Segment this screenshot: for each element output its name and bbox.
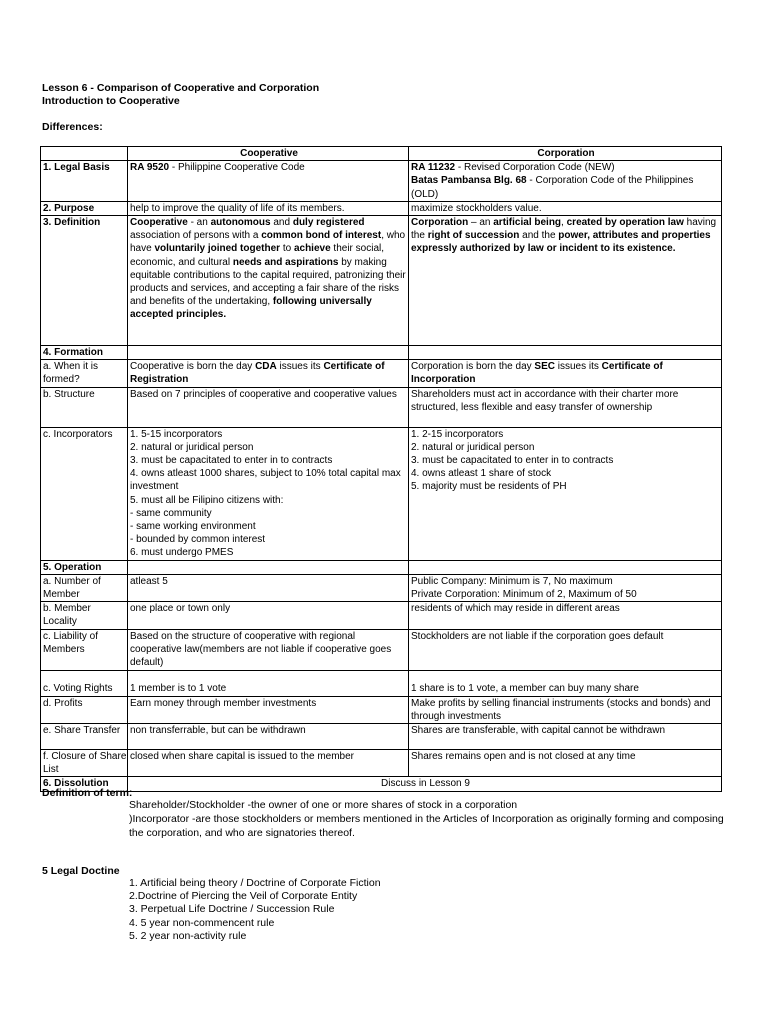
corp-cell: Shares are transferable, with capital cannot be withdrawn [409,724,722,750]
coop-cell: Earn money through member investments [128,696,409,723]
empty-cell [409,346,722,360]
corp-cell: maximize stockholders value. [409,201,722,215]
bold-text-run: SEC [534,361,555,373]
row-definition [41,216,722,346]
coop-cell [128,216,409,346]
list-item: 3. must be capacitated to enter in to contracts [411,455,614,467]
list-item: - same community [130,507,212,519]
comparison-table [40,146,722,792]
row-when-formed [41,360,722,387]
row-voting-rights [41,670,722,696]
incorporator-definition: )Incorporator -are those stockholders or members mentioned in the Articles of Incorporation as originally forming and composing the corporation, and who are signatories thereof. [129,813,724,839]
corp-law-code-old: Batas Pambansa Blg. 68 [411,175,527,187]
row-closure-share-list [41,750,722,777]
section-label: 6. Dissolution [41,777,128,791]
text-run: having the [411,217,717,242]
list-item: 4. 5 year non-commencent rule [129,916,275,929]
list-item: - bounded by common interest [130,534,266,546]
row-label: c. Liability of Members [41,629,128,670]
text-run: Cooperative is born the day [130,361,256,373]
row-purpose [41,201,722,215]
section-label: 5. Operation [41,560,128,574]
row-operation [41,560,722,574]
legal-doctrine-heading: 5 Legal Doctine [42,865,120,877]
row-label: b. Structure [41,387,128,427]
coop-cell [128,360,409,387]
row-label: d. Profits [41,696,128,723]
header-cooperative: Cooperative [128,147,409,161]
text-run: issues its [554,361,602,373]
bold-text-run: Cooperative [130,217,188,229]
text-run: , who have [130,230,406,255]
row-label: 2. Purpose [41,201,128,215]
coop-law-name: - Philippine Cooperative Code [169,162,305,174]
list-item: 1. 5-15 incorporators [130,428,223,440]
list-item: 5. must all be Filipino citizens with: [130,494,284,506]
lesson-subtitle: Introduction to Cooperative [42,95,180,107]
bold-text-run: autonomous [210,217,271,229]
row-structure [41,387,722,427]
bold-text-run: right of succession [427,230,520,242]
list-item: 5. majority must be residents of PH [411,481,567,493]
corp-cell [409,360,722,387]
header-blank-cell [41,147,128,161]
row-label: c. Voting Rights [41,670,128,696]
text-run: issues its [276,361,324,373]
list-item: 2. natural or juridical person [411,441,535,453]
text-run: , [561,217,567,229]
text-run: – an [468,217,494,229]
coop-cell: one place or town only [128,602,409,629]
section-label: 4. Formation [41,346,128,360]
text-run: Corporation is born the day [411,361,535,373]
differences-heading: Differences: [42,121,103,133]
text-run: association of persons with a [130,230,262,242]
row-label: a. When it is formed? [41,360,128,387]
row-profits [41,696,722,723]
empty-cell [128,346,409,360]
list-item: 1. Artificial being theory / Doctrine of Corporate Fiction [129,877,381,889]
bold-text-run: common bond of interest [261,230,382,242]
bold-text-run: artificial being [493,217,562,229]
public-company-rule: Public Company: Minimum is 7, No maximum [411,575,613,587]
header-corporation: Corporation [409,147,722,161]
corp-cell: 1 share is to 1 vote, a member can buy many share [409,670,722,696]
row-member-locality [41,602,722,629]
row-label: c. Incorporators [41,427,128,560]
list-item: 1. 2-15 incorporators [411,428,504,440]
legal-doctrine-list [129,877,381,943]
corp-cell [409,427,722,560]
text-run: and the [519,230,559,242]
row-label: b. Member Locality [41,602,128,629]
coop-law-code: RA 9520 [130,162,170,174]
coop-cell: Based on the structure of cooperative with regional cooperative law(members are not liable if cooperative goes default) [128,629,409,670]
coop-cell: atleast 5 [128,574,409,601]
bold-text-run: CDA [255,361,277,373]
row-label: 1. Legal Basis [41,161,128,202]
list-item: - same working environment [130,521,256,533]
bold-text-run: needs and aspirations [232,256,339,268]
list-item: 6. must undergo PMES [130,547,234,559]
bold-text-run: achieve [293,243,331,255]
coop-cell: Based on 7 principles of cooperative and cooperative values [128,387,409,427]
dissolution-cell: Discuss in Lesson 9 [128,777,722,791]
row-label: e. Share Transfer [41,724,128,750]
shareholder-definition: Shareholder/Stockholder -the owner of one or more shares of stock in a corporation [129,799,518,811]
row-number-of-member [41,574,722,601]
list-item: 3. must be capacitated to enter in to contracts [130,455,333,467]
list-item: 2.Doctrine of Piercing the Veil of Corporate Entity [129,890,358,903]
row-legal-basis [41,161,722,202]
text-run: to [280,243,294,255]
bold-text-run: duly registered [292,217,365,229]
bold-text-run: created by operation law [566,217,684,229]
bold-text-run: following universally accepted principles. [130,296,372,321]
empty-cell [409,560,722,574]
text-run: by making equitable contributions to the capital required, patronizing their products and services, and accepting a fair share of the risks and benefits of the undertaking, [130,256,406,308]
coop-cell: help to improve the quality of life of its members. [128,201,409,215]
definition-of-term-heading: Definition of term: [42,787,133,799]
list-item: 4. owns atleast 1 share of stock [411,468,552,480]
row-formation [41,346,722,360]
bold-text-run: Certificate of Incorporation [411,361,663,386]
coop-cell [128,427,409,560]
corp-cell [409,161,722,202]
bold-text-run: Corporation [411,217,469,229]
row-label: f. Closure of Share List [41,750,128,777]
text-run: and [270,217,293,229]
coop-cell: 1 member is to 1 vote [128,670,409,696]
corp-law-name-old: - Corporation Code of the Philippines (OLD) [411,175,694,200]
list-item: 3. Perpetual Life Doctrine / Succession Rule [129,903,335,916]
bold-text-run: power, attributes and properties expressly authorized by law or incident to its existence. [411,230,711,255]
corp-cell: Shareholders must act in accordance with their charter more structured, less flexible and easy transfer of ownership [409,387,722,427]
coop-cell: non transferrable, but can be withdrawn [128,724,409,750]
lesson-title: Lesson 6 - Comparison of Cooperative and Corporation [42,82,320,94]
bold-text-run: voluntarily joined together [154,243,281,255]
list-item: 5. 2 year non-activity rule [129,929,247,942]
corp-cell: Shares remains open and is not closed at any time [409,750,722,777]
row-incorporators [41,427,722,560]
coop-cell: closed when share capital is issued to the member [128,750,409,777]
row-label: 3. Definition [41,216,128,346]
row-label: a. Number of Member [41,574,128,601]
corp-cell [409,216,722,346]
corp-cell [409,574,722,601]
text-run: their social, economic, and cultural [130,243,385,268]
corp-cell: residents of which may reside in different areas [409,602,722,629]
row-dissolution [41,777,722,791]
corp-cell: Stockholders are not liable if the corporation goes default [409,629,722,670]
bold-text-run: Certificate of Registration [130,361,385,386]
row-share-transfer [41,724,722,750]
text-run: - an [187,217,211,229]
corp-cell: Make profits by selling financial instruments (stocks and bonds) and through investments [409,696,722,723]
row-liability [41,629,722,670]
list-item: 4. owns atleast 1000 shares, subject to 10% total capital max investment [130,468,401,493]
corp-law-name-new: - Revised Corporation Code (NEW) [455,162,615,174]
coop-cell [128,161,409,202]
corp-law-code-new: RA 11232 [411,162,456,174]
list-item: 2. natural or juridical person [130,441,254,453]
private-corporation-rule: Private Corporation: Minimum of 2, Maximum of 50 [411,589,637,601]
empty-cell [128,560,409,574]
table-header-row [41,147,722,161]
